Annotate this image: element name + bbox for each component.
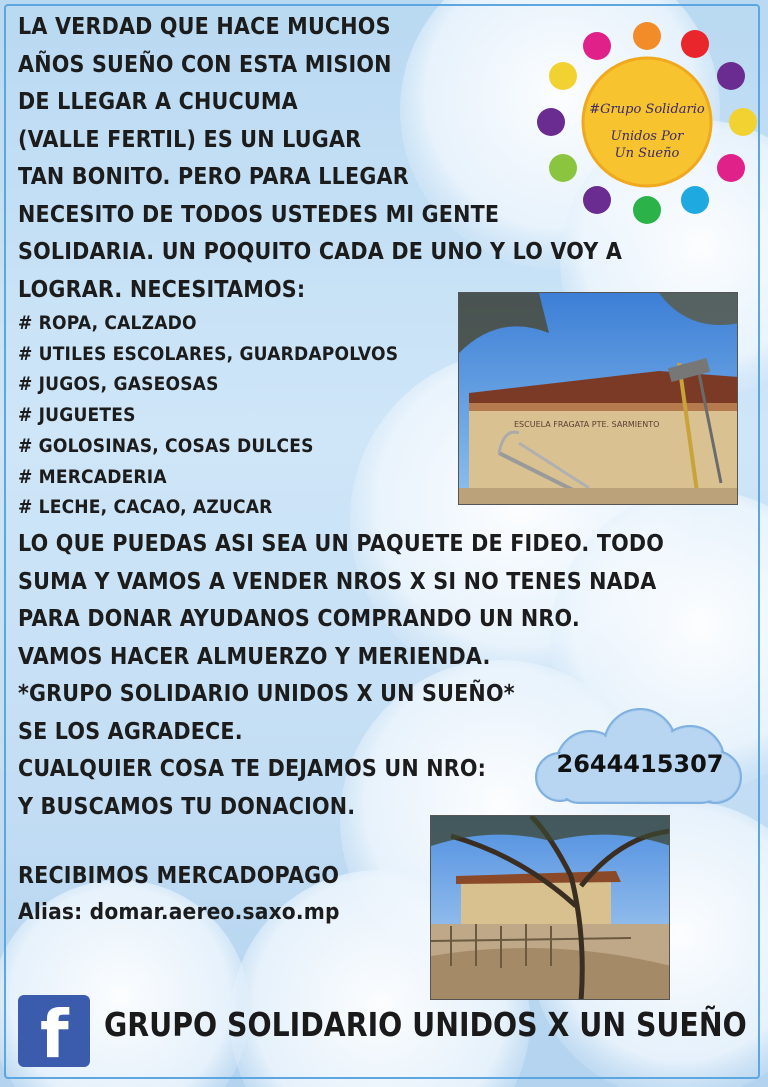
list-item: # UTILES ESCOLARES, GUARDAPOLVOS [18,342,399,365]
payment-label: RECIBIMOS MERCADOPAGO [18,863,340,889]
list-item: # ROPA, CALZADO [18,312,197,334]
school-sign: ESCUELA FRAGATA PTE. SARMIENTO [514,420,660,429]
closing-line: Y BUSCAMOS TU DONACION. [18,793,356,820]
intro-line: (VALLE FERTIL) ES UN LUGAR [18,126,362,153]
logo-line1: #Grupo Solidario [589,102,705,117]
intro-line: SOLIDARIA. UN POQUITO CADA DE UNO Y LO VOY A [18,239,623,265]
logo-line2: Unidos Por [610,129,684,144]
list-item: # LECHE, CACAO, AZUCAR [18,496,273,519]
village-photo [430,815,670,1000]
list-item: # JUGOS, GASEOSAS [18,373,219,396]
intro-line: TAN BONITO. PERO PARA LLEGAR [18,164,409,190]
closing-line: LO QUE PUEDAS ASI SEA UN PAQUETE DE FIDEO. TODO [18,531,665,557]
list-item: # MERCADERIA [18,465,167,488]
closing-line: VAMOS HACER ALMUERZO Y MERIENDA. [18,643,491,670]
school-photo [458,292,738,505]
closing-line: CUALQUIER COSA TE DEJAMOS UN NRO: [18,756,487,782]
intro-line: AÑOS SUEÑO CON ESTA MISION [18,51,392,78]
needs-list [18,308,398,523]
facebook-glyph: f [40,996,69,1073]
intro-line: NECESITO DE TODOS USTEDES MI GENTE [18,201,500,228]
intro-line: LOGRAR. NECESITAMOS: [18,276,306,303]
closing-line: SUMA Y VAMOS A VENDER NROS X SI NO TENES NADA [18,568,657,595]
closing-line: SE LOS AGRADECE. [18,718,243,745]
list-item: # GOLOSINAS, COSAS DULCES [18,434,314,457]
closing-line: *GRUPO SOLIDARIO UNIDOS X UN SUEÑO* [18,681,515,707]
intro-line: DE LLEGAR A CHUCUMA [18,89,298,115]
logo-line3: Un Sueño [614,146,680,161]
closing-line: PARA DONAR AYUDANOS COMPRANDO UN NRO. [18,606,580,632]
list-item: # JUGUETES [18,404,136,427]
payment-alias: Alias: domar.aereo.saxo.mp [18,900,340,925]
phone-number: 2644415307 [556,750,724,778]
footer-group-name: GRUPO SOLIDARIO UNIDOS X UN SUEÑO [104,1005,747,1044]
intro-text [18,9,622,309]
intro-line: LA VERDAD QUE HACE MUCHOS [18,14,391,40]
facebook-icon[interactable] [18,995,90,1073]
